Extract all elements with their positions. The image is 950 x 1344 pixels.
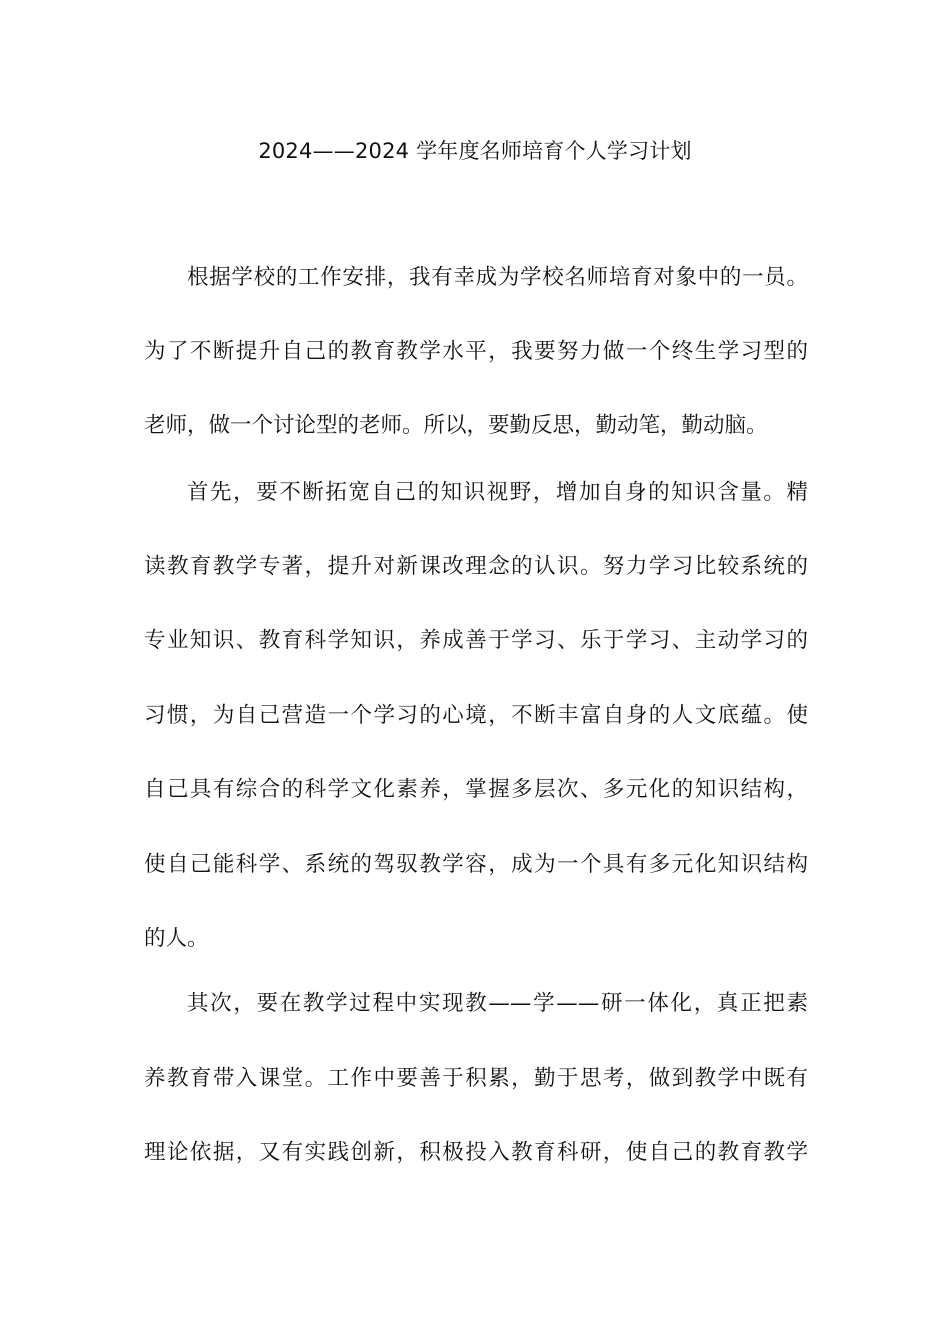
paragraph-3-line-1: 其次，要在教学过程中实现教——学——研一体化，真正把素 xyxy=(187,991,808,1016)
document-title: 2024——2024 学年度名师培育个人学习计划 xyxy=(258,139,692,163)
paragraph-1-line-3: 老师，做一个讨论型的老师。所以，要勤反思，勤动笔，勤动脑。 xyxy=(144,413,768,438)
paragraph-2-line-1: 首先，要不断拓宽自己的知识视野，增加自身的知识含量。精 xyxy=(187,480,808,505)
paragraph-2-line-4: 习惯，为自己营造一个学习的心境，不断丰富自身的人文底蕴。使 xyxy=(144,703,808,728)
paragraph-2-line-7: 的人。 xyxy=(144,926,209,951)
paragraph-2-line-5: 自己具有综合的科学文化素养，掌握多层次、多元化的知识结构， xyxy=(144,777,808,802)
paragraph-2-line-3: 专业知识、教育科学知识，养成善于学习、乐于学习、主动学习的 xyxy=(144,628,808,653)
paragraph-2-line-2: 读教育教学专著，提升对新课改理念的认识。努力学习比较系统的 xyxy=(144,554,808,579)
paragraph-1-line-1: 根据学校的工作安排，我有幸成为学校名师培育对象中的一员。 xyxy=(187,265,808,290)
paragraph-3-line-2: 养教育带入课堂。工作中要善于积累，勤于思考，做到教学中既有 xyxy=(144,1066,808,1091)
paragraph-1-line-2: 为了不断提升自己的教育教学水平，我要努力做一个终生学习型的 xyxy=(144,339,808,364)
paragraph-2-line-6: 使自己能科学、系统的驾驭教学容，成为一个具有多元化知识结构 xyxy=(144,852,808,877)
paragraph-3-line-3: 理论依据，又有实践创新，积极投入教育科研，使自己的教育教学 xyxy=(144,1140,808,1165)
